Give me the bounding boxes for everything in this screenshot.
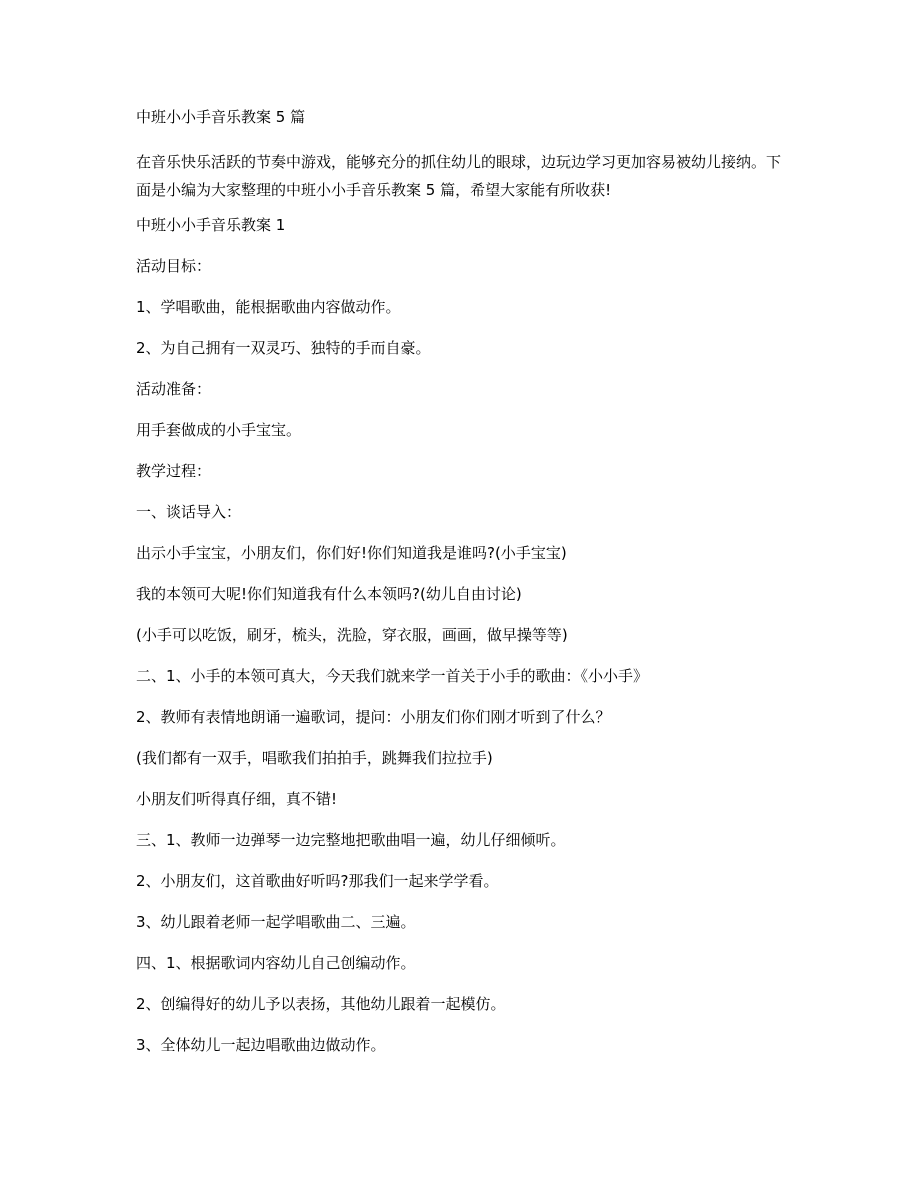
paragraph-line: 2、为自己拥有一双灵巧、独特的手而自豪。 [136,339,431,357]
paragraph-line: 2、教师有表情地朗诵一遍歌词，提问：小朋友们你们刚才听到了什么？ [136,708,611,726]
paragraph-line: 小朋友们听得真仔细，真不错! [136,790,338,808]
paragraph-line: 四、1、根据歌词内容幼儿自己创编动作。 [136,954,416,972]
paragraph-line: 用手套做成的小手宝宝。 [136,421,302,439]
paragraph-line: 教学过程： [136,462,212,480]
paragraph-line: 活动目标： [136,257,212,275]
paragraph-line: (我们都有一双手，唱歌我们拍拍手，跳舞我们拉拉手) [136,749,493,767]
intro-paragraph: 在音乐快乐活跃的节奏中游戏，能够充分的抓住幼儿的眼球，边玩边学习更加容易被幼儿接纳。下面是小编为大家整理的中班小小手音乐教案 5 篇，希望大家能有所收获! [136,153,782,199]
paragraph-line: 一、谈话导入： [136,503,242,521]
paragraph-line: (小手可以吃饭，刷牙，梳头，洗脸，穿衣服，画画，做早操等等) [136,626,568,644]
paragraph-line: 活动准备： [136,380,212,398]
paragraph-line: 二、1、小手的本领可真大，今天我们就来学一首关于小手的歌曲：《小小手》 [136,667,649,685]
paragraph-line: 我的本领可大呢!你们知道我有什么本领吗?(幼儿自由讨论) [136,585,522,603]
paragraph-line: 3、全体幼儿一起边唱歌曲边做动作。 [136,1036,386,1054]
document-title: 中班小小手音乐教案 5 篇 [136,108,306,126]
section-heading: 中班小小手音乐教案 1 [136,216,286,234]
paragraph-line: 3、幼儿跟着老师一起学唱歌曲二、三遍。 [136,913,416,931]
paragraph-line: 1、学唱歌曲，能根据歌曲内容做动作。 [136,298,401,316]
body-lines [136,214,816,1075]
paragraph-line: 三、1、教师一边弹琴一边完整地把歌曲唱一遍，幼儿仔细倾听。 [136,831,566,849]
paragraph-line: 2、小朋友们，这首歌曲好听吗?那我们一起来学学看。 [136,872,499,890]
paragraph-line: 2、创编得好的幼儿予以表扬，其他幼儿跟着一起模仿。 [136,995,506,1013]
paragraph-line: 出示小手宝宝，小朋友们，你们好!你们知道我是谁吗?(小手宝宝) [136,544,567,562]
